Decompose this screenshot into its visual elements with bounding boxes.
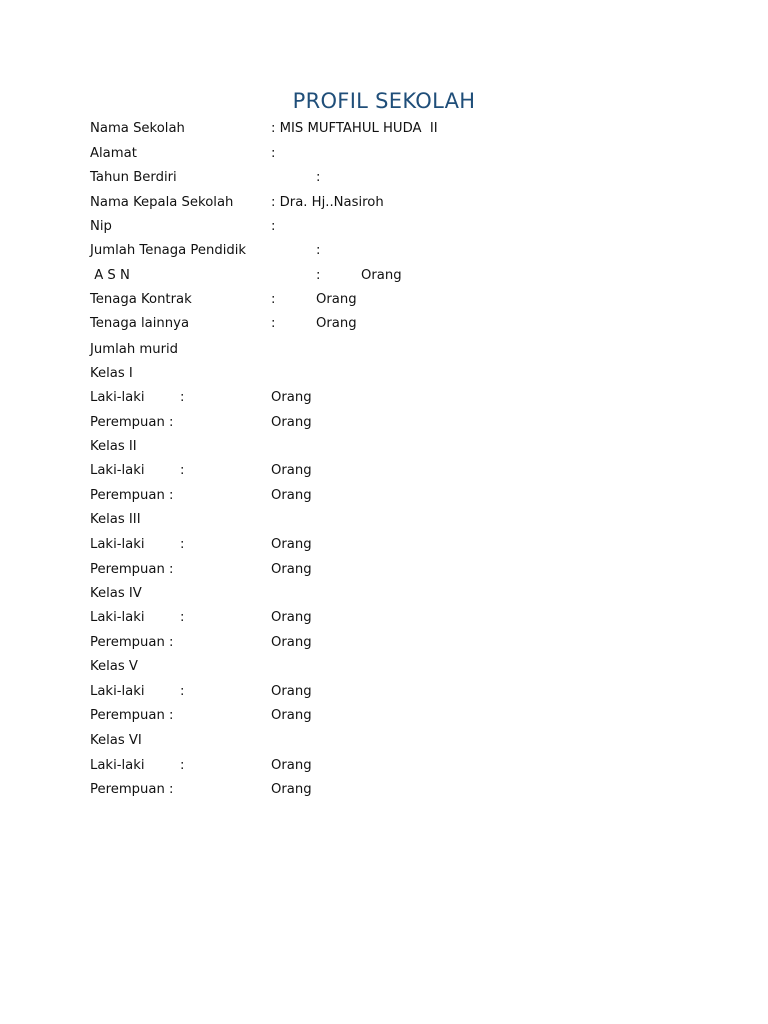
label-tenaga-kontrak: Tenaga Kontrak xyxy=(90,292,192,307)
male-unit: Orang xyxy=(271,390,312,405)
colon-tenaga-lainnya: : xyxy=(271,316,276,331)
female-unit: Orang xyxy=(271,415,312,430)
male-colon: : xyxy=(180,684,185,699)
colon-tenaga-kontrak: : xyxy=(271,292,276,307)
male-label: Laki-laki xyxy=(90,390,145,405)
male-colon: : xyxy=(180,390,185,405)
kelas-heading: Kelas IV xyxy=(90,586,142,601)
male-unit: Orang xyxy=(271,610,312,625)
label-nip: Nip xyxy=(90,219,112,234)
male-unit: Orang xyxy=(271,684,312,699)
male-label: Laki-laki xyxy=(90,463,145,478)
kelas-heading: Kelas VI xyxy=(90,733,142,748)
male-label: Laki-laki xyxy=(90,758,145,773)
female-label: Perempuan : xyxy=(90,488,174,503)
kelas-heading: Kelas II xyxy=(90,439,137,454)
male-colon: : xyxy=(180,463,185,478)
female-unit: Orang xyxy=(271,782,312,797)
female-unit: Orang xyxy=(271,562,312,577)
female-unit: Orang xyxy=(271,635,312,650)
colon-nip: : xyxy=(271,219,276,234)
colon-alamat: : xyxy=(271,146,276,161)
page-title: PROFIL SEKOLAH xyxy=(292,89,476,113)
female-label: Perempuan : xyxy=(90,415,174,430)
kelas-heading: Kelas I xyxy=(90,366,133,381)
value-nama-sekolah: : MIS MUFTAHUL HUDA II xyxy=(271,121,438,136)
female-label: Perempuan : xyxy=(90,635,174,650)
kelas-heading: Kelas V xyxy=(90,659,138,674)
label-tenaga-lainnya: Tenaga lainnya xyxy=(90,316,190,331)
label-alamat: Alamat xyxy=(90,146,137,161)
label-jumlah-tenaga: Jumlah Tenaga Pendidik xyxy=(90,243,247,258)
colon-tahun-berdiri: : xyxy=(316,170,321,185)
male-colon: : xyxy=(180,610,185,625)
male-label: Laki-laki xyxy=(90,537,145,552)
male-unit: Orang xyxy=(271,537,312,552)
colon-asn: : xyxy=(316,268,321,283)
male-label: Laki-laki xyxy=(90,610,145,625)
kelas-heading: Kelas III xyxy=(90,512,141,527)
unit-tenaga-kontrak: Orang xyxy=(316,292,357,307)
male-unit: Orang xyxy=(271,463,312,478)
female-label: Perempuan : xyxy=(90,782,174,797)
unit-tenaga-lainnya: Orang xyxy=(316,316,357,331)
male-label: Laki-laki xyxy=(90,684,145,699)
label-nama-sekolah: Nama Sekolah xyxy=(90,121,185,136)
female-unit: Orang xyxy=(271,708,312,723)
male-colon: : xyxy=(180,537,185,552)
colon-jumlah-tenaga: : xyxy=(316,243,321,258)
value-kepala-sekolah: : Dra. Hj..Nasiroh xyxy=(271,195,384,210)
male-unit: Orang xyxy=(271,758,312,773)
unit-asn: Orang xyxy=(361,268,402,283)
male-colon: : xyxy=(180,758,185,773)
label-tahun-berdiri: Tahun Berdiri xyxy=(90,170,177,185)
label-kepala-sekolah: Nama Kepala Sekolah xyxy=(90,195,234,210)
label-asn: A S N xyxy=(90,268,130,283)
female-label: Perempuan : xyxy=(90,562,174,577)
label-jumlah-murid: Jumlah murid xyxy=(90,342,179,357)
female-unit: Orang xyxy=(271,488,312,503)
female-label: Perempuan : xyxy=(90,708,174,723)
